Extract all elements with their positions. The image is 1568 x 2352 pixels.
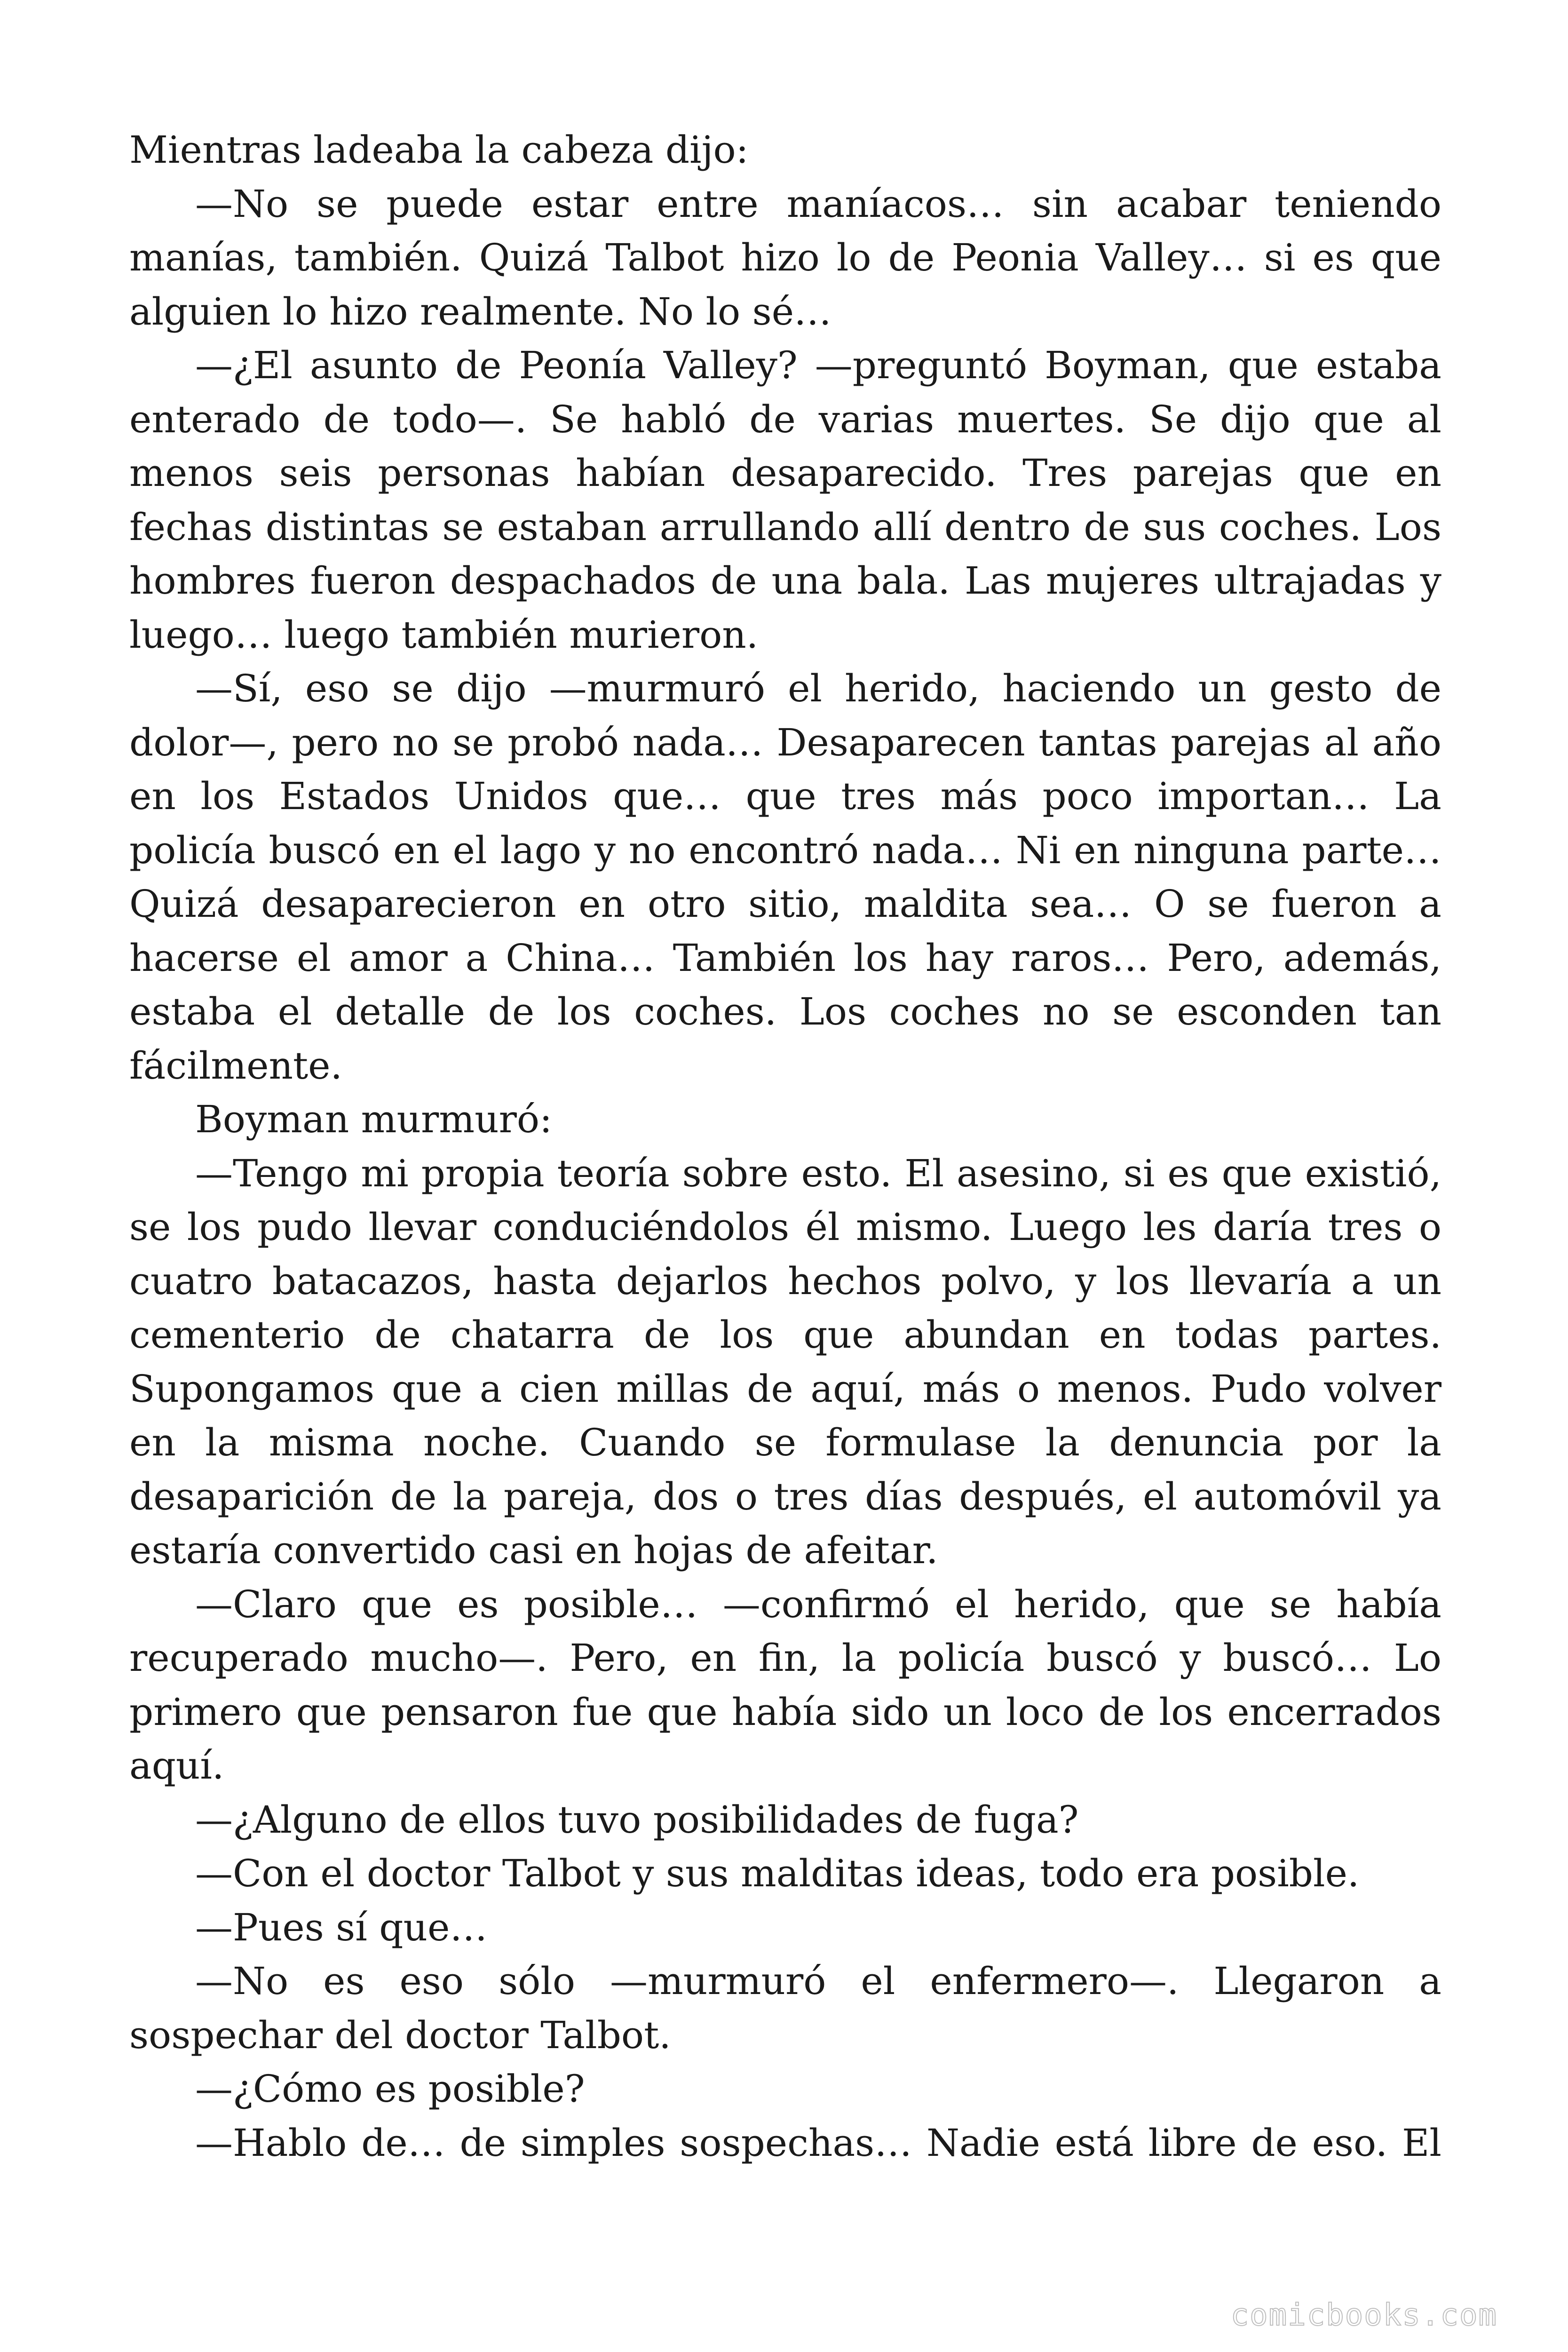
watermark: comicbooks.com — [1230, 2298, 1497, 2333]
paragraph: —Pues sí que… — [195, 1905, 488, 1949]
paragraph: —No es eso sólo —murmuró el enfermero—. Llegaron a sospechar del doctor Talbot. — [129, 1959, 1441, 2057]
paragraph-last: —Hablo de… de simples sospechas… Nadie está libre de eso. El — [195, 2121, 1441, 2165]
paragraph: —Claro que es posible… —confirmó el herido, que se había recuperado mucho—. Pero, en fin, la policía buscó y buscó… Lo primero que pensaron fue que había sido un loco de los encerrados aquí. — [129, 1582, 1441, 1788]
paragraph: —¿Cómo es posible? — [195, 2067, 585, 2111]
paragraph: —¿Alguno de ellos tuvo posibilidades de fuga? — [195, 1797, 1079, 1842]
paragraph: —¿El asunto de Peonía Valley? —preguntó Boyman, que estaba enterado de todo—. Se habló de varias muertes. Se dijo que al menos seis personas habían desaparecido. Tres parejas que en fechas distintas se estaban arrullando allí dentro de sus coches. Los hombres fueron despachados de una bala. Las mujeres ultrajadas y luego… luego también murieron. — [129, 343, 1441, 657]
paragraph: —No se puede estar entre maníacos… sin acabar teniendo manías, también. Quizá Talbot hizo lo de Peonia Valley… si es que alguien lo hizo realmente. No lo sé… — [129, 182, 1441, 334]
paragraph: —Tengo mi propia teoría sobre esto. El asesino, si es que existió, se los pudo llevar conduciéndolos él mismo. Luego les daría tres o cuatro batacazos, hasta dejarlos hechos polvo, y los llevaría a un cementerio de chatarra de los que abundan en todas partes. Supongamos que a cien millas de aquí, más o menos. Pudo volver en la misma noche. Cuando se formulase la denuncia por la desaparición de la pareja, dos o tres días después, el automóvil ya estaría convertido casi en hojas de afeitar. — [129, 1151, 1441, 1572]
paragraph: —Sí, eso se dijo —murmuró el herido, haciendo un gesto de dolor—, pero no se probó nada… Desaparecen tantas parejas al año en los Estados Unidos que… que tres más poco importan… La policía buscó en el lago y no encontró nada… Ni en ninguna parte… Quizá desaparecieron en otro sitio, maldita sea… O se fueron a hacerse el amor a China… También los hay raros… Pero, además, estaba el detalle de los coches. Los coches no se esconden tan fácilmente. — [129, 667, 1441, 1088]
body-text — [129, 123, 1441, 2170]
paragraph: —Con el doctor Talbot y sus malditas ideas, todo era posible. — [195, 1851, 1360, 1895]
paragraph: Boyman murmuró: — [195, 1097, 553, 1141]
paragraph: Mientras ladeaba la cabeza dijo: — [129, 128, 749, 172]
